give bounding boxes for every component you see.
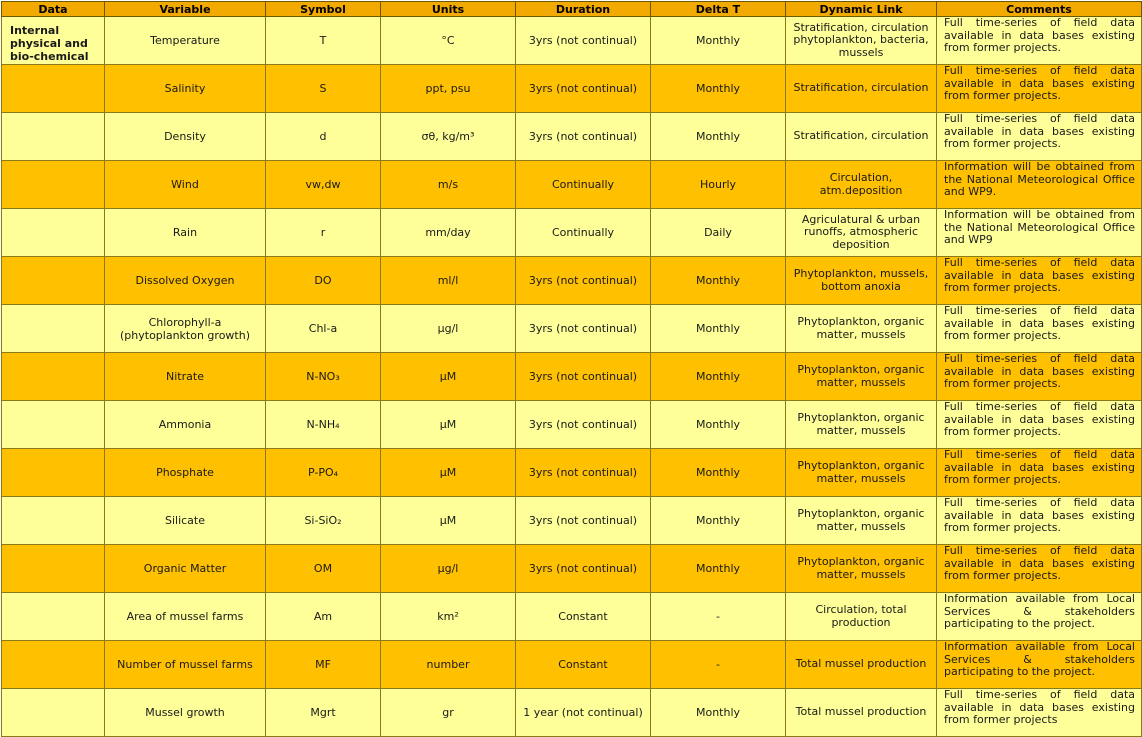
- dynamic-link-cell: Phytoplankton, organic matter, mussels: [786, 545, 937, 593]
- delta-t-cell: Daily: [651, 209, 786, 257]
- header-dynamic-link: Dynamic Link: [786, 2, 937, 17]
- duration-cell: 3yrs (not continual): [516, 401, 651, 449]
- data-cell: [2, 65, 105, 113]
- duration-cell: 3yrs (not continual): [516, 353, 651, 401]
- dynamic-link-cell: Stratification, circulation: [786, 113, 937, 161]
- variable-cell: Silicate: [105, 497, 266, 545]
- variable-cell: Density: [105, 113, 266, 161]
- header-units: Units: [381, 2, 516, 17]
- units-cell: μM: [381, 401, 516, 449]
- symbol-cell: vw,dw: [266, 161, 381, 209]
- units-cell: ppt, psu: [381, 65, 516, 113]
- comment-cell: Full time-series of field data available in data bases existing from former projects.: [937, 65, 1142, 113]
- variable-cell: Nitrate: [105, 353, 266, 401]
- dynamic-link-cell: Stratification, circulation phytoplankton, bacteria, mussels: [786, 17, 937, 65]
- comment-cell: Full time-series of field data available in data bases existing from former projects.: [937, 401, 1142, 449]
- delta-t-cell: Monthly: [651, 17, 786, 65]
- comment-cell: Full time-series of field data available in data bases existing from former projects.: [937, 305, 1142, 353]
- symbol-cell: DO: [266, 257, 381, 305]
- comment-cell: Full time-series of field data available in data bases existing from former projects.: [937, 17, 1142, 65]
- header-duration: Duration: [516, 2, 651, 17]
- dynamic-link-cell: Phytoplankton, organic matter, mussels: [786, 449, 937, 497]
- units-cell: number: [381, 641, 516, 689]
- duration-cell: 3yrs (not continual): [516, 65, 651, 113]
- variable-cell: Mussel growth: [105, 689, 266, 737]
- table-row: [2, 17, 1142, 65]
- variable-cell: Organic Matter: [105, 545, 266, 593]
- dynamic-link-cell: Total mussel production: [786, 641, 937, 689]
- data-cell: Internal physical and bio-chemical: [2, 17, 105, 65]
- dynamic-link-cell: Agriculatural & urban runoffs, atmospheric deposition: [786, 209, 937, 257]
- table-row: [2, 641, 1142, 689]
- delta-t-cell: Monthly: [651, 65, 786, 113]
- comment-cell: Full time-series of field data available in data bases existing from former projects.: [937, 353, 1142, 401]
- symbol-cell: OM: [266, 545, 381, 593]
- symbol-cell: Mgrt: [266, 689, 381, 737]
- table-row: [2, 161, 1142, 209]
- data-cell: [2, 497, 105, 545]
- variable-cell: Chlorophyll-a (phytoplankton growth): [105, 305, 266, 353]
- duration-cell: 3yrs (not continual): [516, 545, 651, 593]
- units-cell: μg/l: [381, 305, 516, 353]
- units-cell: ml/l: [381, 257, 516, 305]
- variable-cell: Wind: [105, 161, 266, 209]
- comment-cell: Full time-series of field data available in data bases existing from former projects.: [937, 113, 1142, 161]
- comment-cell: Full time-series of field data available in data bases existing from former projects.: [937, 497, 1142, 545]
- delta-t-cell: -: [651, 641, 786, 689]
- table-row: [2, 449, 1142, 497]
- data-cell: [2, 689, 105, 737]
- table-row: [2, 593, 1142, 641]
- header-variable: Variable: [105, 2, 266, 17]
- symbol-cell: P-PO₄: [266, 449, 381, 497]
- symbol-cell: d: [266, 113, 381, 161]
- duration-cell: Constant: [516, 641, 651, 689]
- duration-cell: 3yrs (not continual): [516, 17, 651, 65]
- duration-cell: 3yrs (not continual): [516, 497, 651, 545]
- symbol-cell: N-NH₄: [266, 401, 381, 449]
- units-cell: gr: [381, 689, 516, 737]
- variable-cell: Number of mussel farms: [105, 641, 266, 689]
- dynamic-link-cell: Phytoplankton, organic matter, mussels: [786, 353, 937, 401]
- comment-cell: Information available from Local Services & stakeholders participating to the project.: [937, 593, 1142, 641]
- delta-t-cell: Monthly: [651, 305, 786, 353]
- delta-t-cell: Monthly: [651, 497, 786, 545]
- units-cell: μM: [381, 497, 516, 545]
- data-cell: [2, 113, 105, 161]
- data-cell: [2, 401, 105, 449]
- duration-cell: Continually: [516, 161, 651, 209]
- table-row: [2, 401, 1142, 449]
- table-row: [2, 65, 1142, 113]
- comment-cell: Full time-series of field data available in data bases existing from former projects: [937, 689, 1142, 737]
- units-cell: μg/l: [381, 545, 516, 593]
- data-cell: [2, 257, 105, 305]
- units-cell: μM: [381, 353, 516, 401]
- units-cell: mm/day: [381, 209, 516, 257]
- dynamic-link-cell: Phytoplankton, organic matter, mussels: [786, 305, 937, 353]
- data-cell: [2, 161, 105, 209]
- dynamic-link-cell: Total mussel production: [786, 689, 937, 737]
- delta-t-cell: Monthly: [651, 545, 786, 593]
- variable-cell: Rain: [105, 209, 266, 257]
- data-cell: [2, 545, 105, 593]
- symbol-cell: Si-SiO₂: [266, 497, 381, 545]
- delta-t-cell: -: [651, 593, 786, 641]
- comment-cell: Information will be obtained from the National Meteorological Office and WP9: [937, 209, 1142, 257]
- comment-cell: Full time-series of field data available in data bases existing from former projects.: [937, 257, 1142, 305]
- table-row: [2, 209, 1142, 257]
- dynamic-link-cell: Circulation, total production: [786, 593, 937, 641]
- delta-t-cell: Monthly: [651, 353, 786, 401]
- table-row: [2, 257, 1142, 305]
- data-cell: [2, 449, 105, 497]
- table-row: [2, 353, 1142, 401]
- table-row: [2, 305, 1142, 353]
- duration-cell: 3yrs (not continual): [516, 113, 651, 161]
- table-row: [2, 497, 1142, 545]
- symbol-cell: MF: [266, 641, 381, 689]
- header-data: Data: [2, 2, 105, 17]
- variable-cell: Dissolved Oxygen: [105, 257, 266, 305]
- units-cell: km²: [381, 593, 516, 641]
- variable-cell: Area of mussel farms: [105, 593, 266, 641]
- dynamic-link-cell: Phytoplankton, organic matter, mussels: [786, 401, 937, 449]
- data-cell: [2, 353, 105, 401]
- dynamic-link-cell: Stratification, circulation: [786, 65, 937, 113]
- data-cell: [2, 641, 105, 689]
- variable-cell: Temperature: [105, 17, 266, 65]
- delta-t-cell: Monthly: [651, 401, 786, 449]
- delta-t-cell: Monthly: [651, 689, 786, 737]
- data-cell: [2, 305, 105, 353]
- duration-cell: 3yrs (not continual): [516, 305, 651, 353]
- duration-cell: 3yrs (not continual): [516, 257, 651, 305]
- header-comments: Comments: [937, 2, 1142, 17]
- symbol-cell: T: [266, 17, 381, 65]
- delta-t-cell: Monthly: [651, 449, 786, 497]
- variable-cell: Salinity: [105, 65, 266, 113]
- comment-cell: Information available from Local Services & stakeholders participating to the project.: [937, 641, 1142, 689]
- symbol-cell: S: [266, 65, 381, 113]
- dynamic-link-cell: Phytoplankton, organic matter, mussels: [786, 497, 937, 545]
- units-cell: μM: [381, 449, 516, 497]
- data-variables-table: [1, 1, 1142, 737]
- duration-cell: 3yrs (not continual): [516, 449, 651, 497]
- table-row: [2, 545, 1142, 593]
- symbol-cell: Chl-a: [266, 305, 381, 353]
- delta-t-cell: Hourly: [651, 161, 786, 209]
- symbol-cell: r: [266, 209, 381, 257]
- units-cell: m/s: [381, 161, 516, 209]
- duration-cell: Continually: [516, 209, 651, 257]
- dynamic-link-cell: Circulation, atm.deposition: [786, 161, 937, 209]
- symbol-cell: N-NO₃: [266, 353, 381, 401]
- header-delta-t: Delta T: [651, 2, 786, 17]
- header-symbol: Symbol: [266, 2, 381, 17]
- dynamic-link-cell: Phytoplankton, mussels, bottom anoxia: [786, 257, 937, 305]
- data-cell: [2, 209, 105, 257]
- units-cell: σθ, kg/m³: [381, 113, 516, 161]
- variable-cell: Phosphate: [105, 449, 266, 497]
- comment-cell: Full time-series of field data available in data bases existing from former projects.: [937, 545, 1142, 593]
- delta-t-cell: Monthly: [651, 113, 786, 161]
- data-cell: [2, 593, 105, 641]
- duration-cell: Constant: [516, 593, 651, 641]
- header-row: [2, 2, 1142, 17]
- duration-cell: 1 year (not continual): [516, 689, 651, 737]
- table-row: [2, 689, 1142, 737]
- comment-cell: Full time-series of field data available in data bases existing from former projects.: [937, 449, 1142, 497]
- symbol-cell: Am: [266, 593, 381, 641]
- variable-cell: Ammonia: [105, 401, 266, 449]
- table-row: [2, 113, 1142, 161]
- delta-t-cell: Monthly: [651, 257, 786, 305]
- comment-cell: Information will be obtained from the National Meteorological Office and WP9.: [937, 161, 1142, 209]
- units-cell: °C: [381, 17, 516, 65]
